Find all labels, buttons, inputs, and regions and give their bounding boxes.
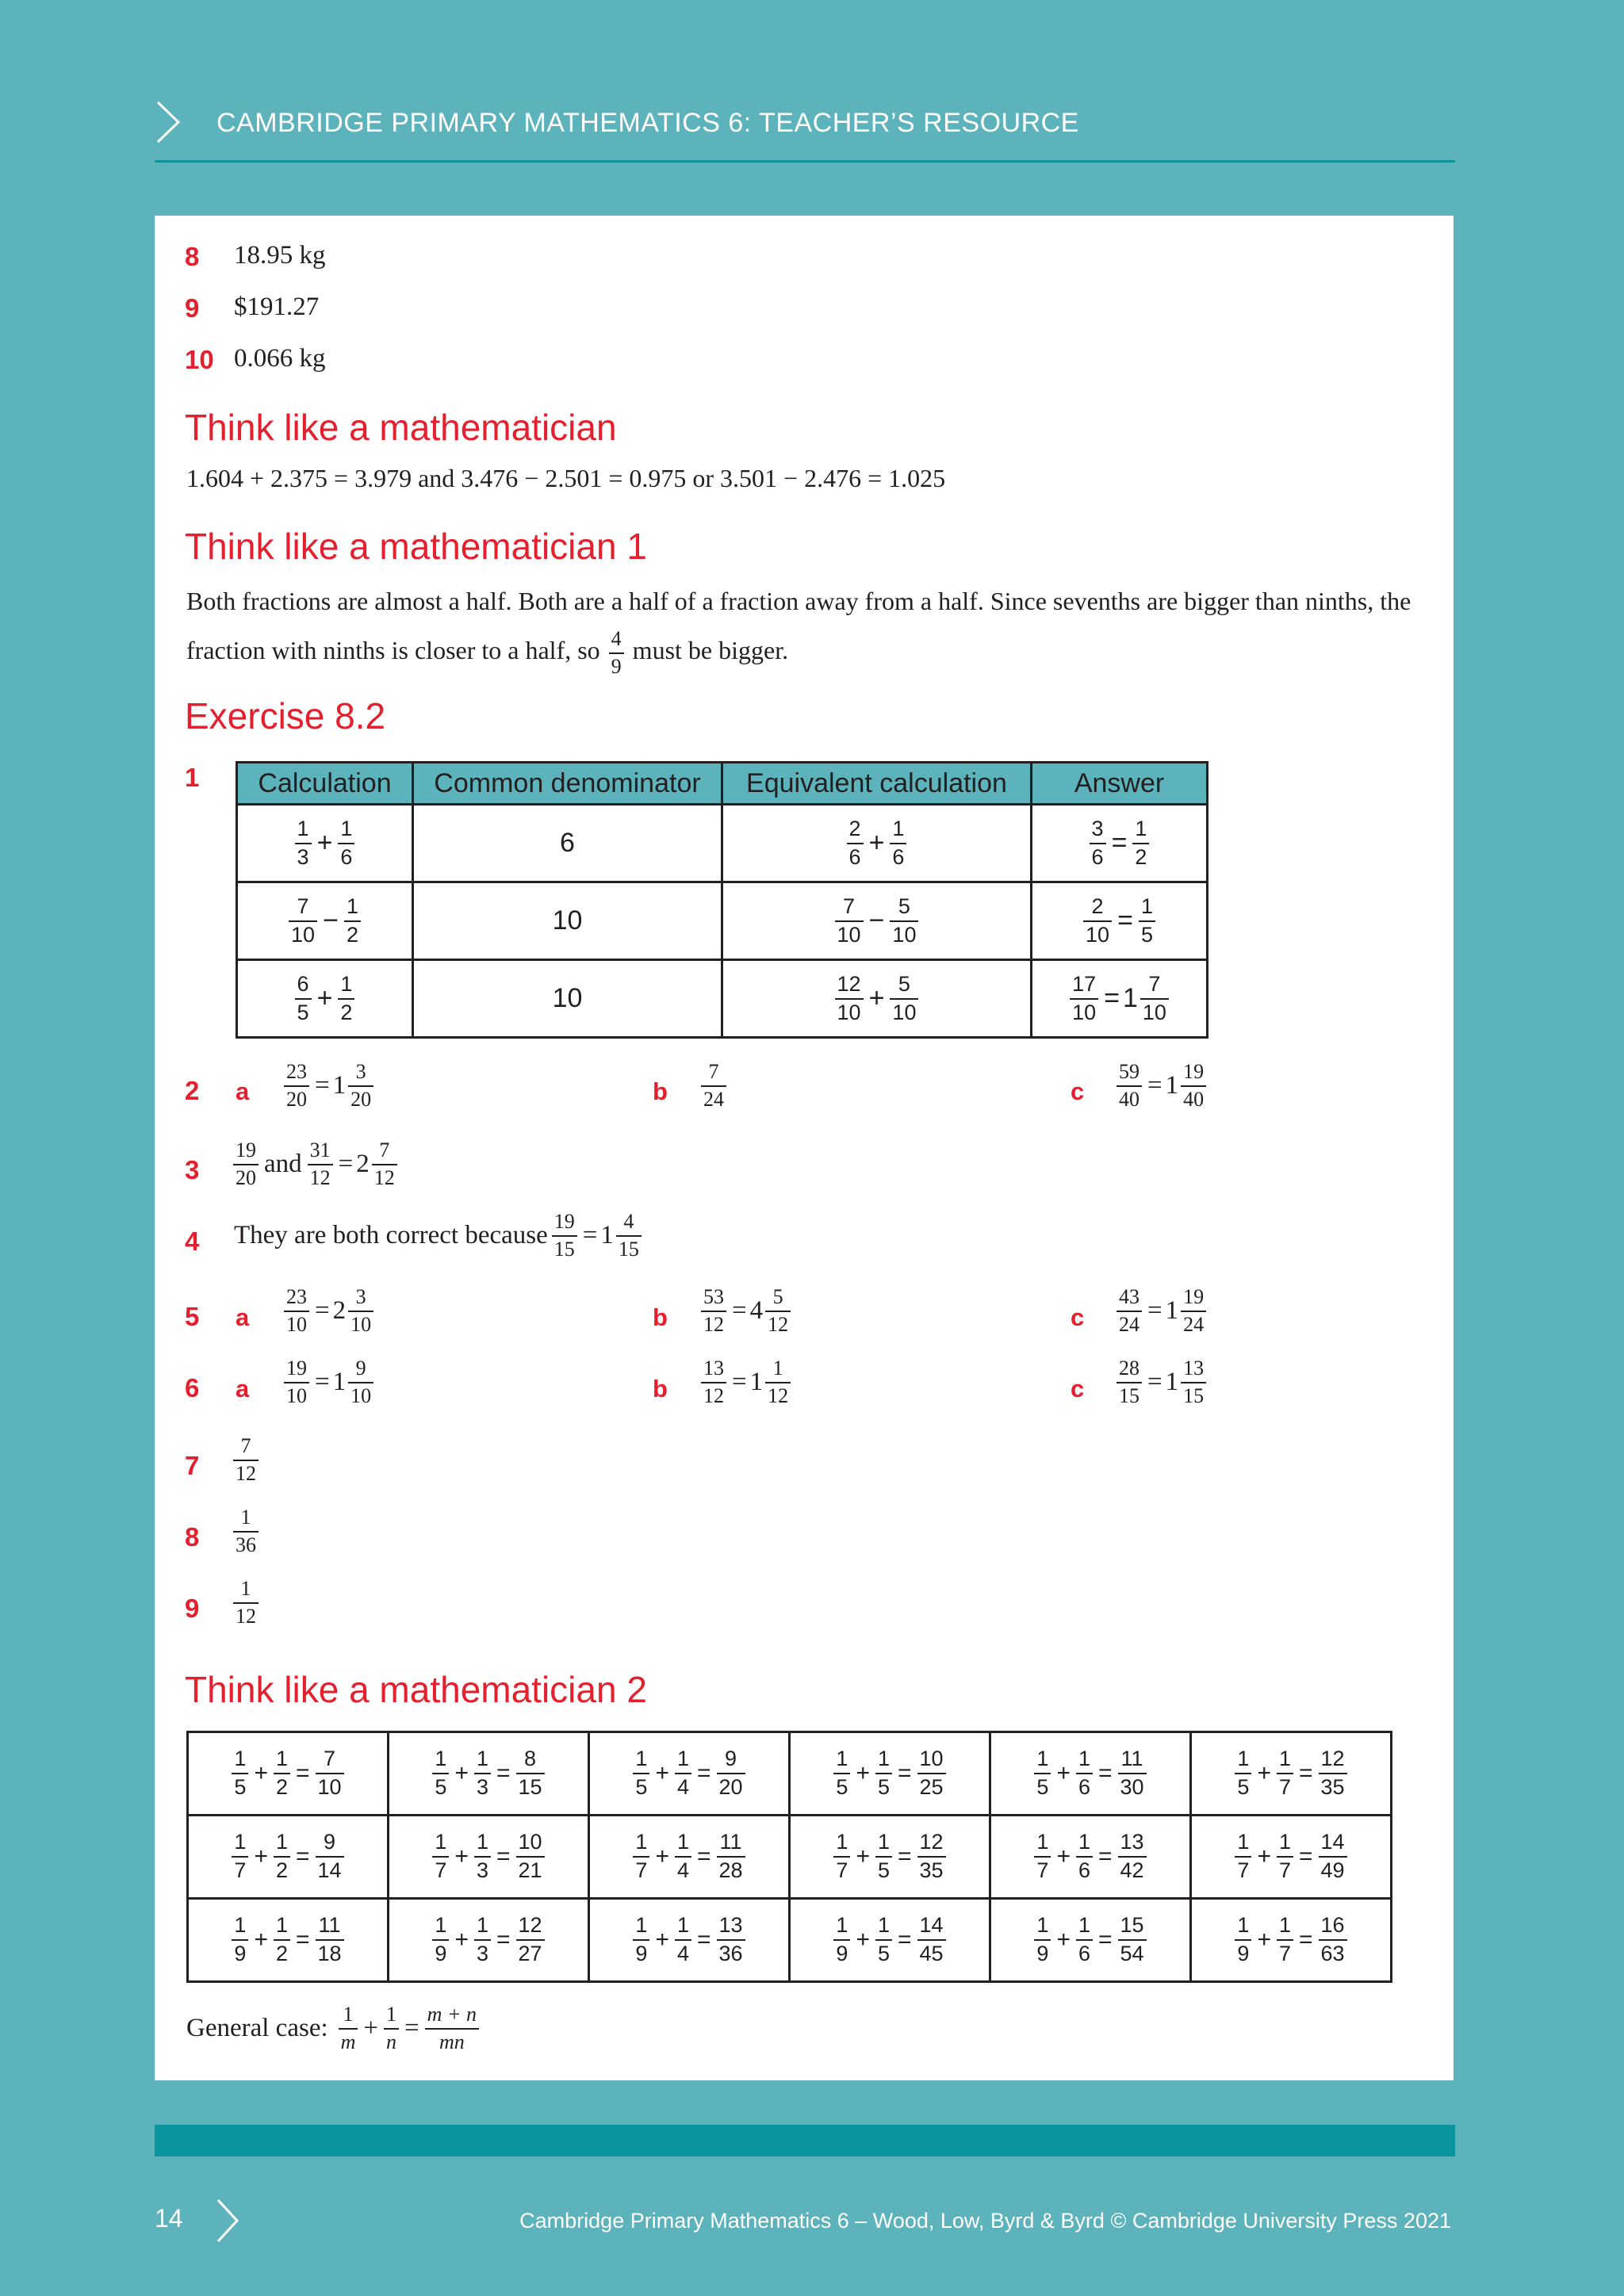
fraction: $\frac{5}{10}$ bbox=[890, 973, 918, 1024]
fraction-sum-cell: $\frac{1}{9}$ + $\frac{1}{7}$ = $\frac{16}{63}$ bbox=[1191, 1899, 1392, 1982]
fraction: $\frac{13}{42}$ bbox=[1118, 1831, 1147, 1882]
part-label: a bbox=[236, 1375, 250, 1402]
fraction-sum-cell: $\frac{1}{9}$ + $\frac{1}{2}$ = $\frac{11}{18}$ bbox=[188, 1899, 389, 1982]
fraction: $\frac{12}{10}$ bbox=[835, 973, 864, 1024]
fraction: $\frac{1}{7}$ bbox=[232, 1831, 248, 1882]
fraction: $\frac{1}{2}$ bbox=[344, 895, 361, 947]
tlm1-text-a: Both fractions are almost a half. Both are a half of a fraction away from a half. Since sevenths are bigger than ninths, the fraction with ninths is closer to a half, so bbox=[186, 587, 1411, 664]
fraction: $\frac{12}{27}$ bbox=[516, 1914, 545, 1965]
fraction: $\frac{1}{5}$ bbox=[432, 1747, 449, 1799]
fraction: $\frac{1}{7}$ bbox=[1235, 1831, 1251, 1882]
fraction: $\frac{1}{2}$ bbox=[274, 1914, 290, 1965]
fraction: $\frac{1}{4}$ bbox=[675, 1914, 691, 1965]
fraction: $\frac{9}{20}$ bbox=[717, 1747, 745, 1799]
fraction: $\frac{1}{2}$ bbox=[274, 1831, 290, 1882]
copyright-text: Cambridge Primary Mathematics 6 – Wood, Low, Byrd & Byrd © Cambridge University Press 2021 bbox=[519, 2209, 1451, 2233]
tlm-answer: 1.604 + 2.375 = 3.979 and 3.476 − 2.501 = 0.975 or 3.501 − 2.476 = 1.025 bbox=[186, 464, 946, 492]
q6b-answer: $\frac{13}{12}$ = 1 $\frac{1}{12}$ bbox=[699, 1357, 793, 1407]
answer-cell: $\frac{2}{10}$ = $\frac{1}{5}$ bbox=[1032, 882, 1208, 960]
fraction: $\frac{17}{10}$ bbox=[1070, 973, 1098, 1024]
part-label: a bbox=[236, 1077, 250, 1105]
q9-answer: $\frac{1}{12}$ bbox=[231, 1578, 261, 1628]
fraction: $\frac{1}{7}$ bbox=[1277, 1747, 1293, 1799]
answer-number: 8 bbox=[185, 242, 200, 271]
fraction: $\frac{1}{2}$ bbox=[1132, 817, 1149, 869]
fraction-sum-cell: $\frac{1}{7}$ + $\frac{1}{5}$ = $\frac{12}{35}$ bbox=[790, 1816, 990, 1899]
fraction: $\frac{1}{9}$ bbox=[432, 1914, 449, 1965]
fraction: $\frac{1}{7}$ bbox=[1277, 1914, 1293, 1965]
section-heading: Think like a mathematician 1 bbox=[185, 526, 647, 567]
fraction: $\frac{1}{2}$ bbox=[338, 973, 354, 1024]
fraction: $\frac{10}{21}$ bbox=[516, 1831, 545, 1882]
fraction: $\frac{1}{9}$ bbox=[633, 1914, 649, 1965]
column-header: Common denominator bbox=[413, 763, 722, 805]
fraction-sum-cell: $\frac{1}{5}$ + $\frac{1}{4}$ = $\frac{9}{20}$ bbox=[589, 1732, 790, 1816]
fraction: $\frac{1}{7}$ bbox=[633, 1831, 649, 1882]
fraction: $\frac{1}{7}$ bbox=[1034, 1831, 1051, 1882]
part-label: c bbox=[1071, 1303, 1085, 1331]
fraction: $\frac{1}{5}$ bbox=[875, 1747, 892, 1799]
fraction: $\frac{1}{6}$ bbox=[1076, 1831, 1093, 1882]
table-row bbox=[188, 1816, 1392, 1899]
fraction: $\frac{1}{6}$ bbox=[338, 817, 354, 869]
fraction-sum-cell: $\frac{1}{7}$ + $\frac{1}{2}$ = $\frac{9}{14}$ bbox=[188, 1816, 389, 1899]
fraction-sum-cell: $\frac{1}{5}$ + $\frac{1}{5}$ = $\frac{10}{25}$ bbox=[790, 1732, 990, 1816]
question-number: 2 bbox=[185, 1076, 200, 1105]
fraction: $\frac{1}{3}$ bbox=[474, 1831, 491, 1882]
fraction: $\frac{1}{9}$ bbox=[232, 1914, 248, 1965]
fraction: $\frac{9}{14}$ bbox=[316, 1831, 344, 1882]
fraction: $\frac{7}{10}$ bbox=[289, 895, 317, 947]
page-number: 14 bbox=[155, 2204, 183, 2233]
fraction: $\frac{1}{5}$ bbox=[875, 1831, 892, 1882]
column-header: Equivalent calculation bbox=[722, 763, 1032, 805]
answer-text: 0.066 kg bbox=[234, 344, 326, 373]
part-label: c bbox=[1071, 1375, 1085, 1402]
fraction-sum-cell: $\frac{1}{7}$ + $\frac{1}{7}$ = $\frac{14}{49}$ bbox=[1191, 1816, 1392, 1899]
part-label: c bbox=[1071, 1077, 1085, 1105]
fraction: $\frac{1}{6}$ bbox=[1076, 1914, 1093, 1965]
part-label: b bbox=[653, 1303, 668, 1331]
equivalent-cell: $\frac{12}{10}$ + $\frac{5}{10}$ bbox=[722, 960, 1032, 1038]
fraction: $\frac{1}{5}$ bbox=[633, 1747, 649, 1799]
q2a-answer: $\frac{23}{20}$ = 1 $\frac{3}{20}$ bbox=[282, 1061, 376, 1111]
fraction-sum-cell: $\frac{1}{9}$ + $\frac{1}{5}$ = $\frac{14}{45}$ bbox=[790, 1899, 990, 1982]
chevron-right-icon bbox=[155, 100, 182, 144]
page-header bbox=[155, 95, 1455, 163]
fraction-calculation-table bbox=[236, 761, 1208, 1039]
question-number: 3 bbox=[185, 1155, 200, 1184]
q2b-answer: $\frac{7}{24}$ bbox=[699, 1061, 729, 1111]
fraction: $\frac{6}{5}$ bbox=[295, 973, 312, 1024]
unit-fraction-sums-table bbox=[186, 1731, 1392, 1983]
fraction: $\frac{1}{9}$ bbox=[1034, 1914, 1051, 1965]
section-heading: Think like a mathematician bbox=[185, 407, 617, 448]
fraction-sum-cell: $\frac{1}{7}$ + $\frac{1}{3}$ = $\frac{10}{21}$ bbox=[389, 1816, 589, 1899]
fraction: $\frac{12}{35}$ bbox=[1319, 1747, 1347, 1799]
fraction: $\frac{11}{18}$ bbox=[316, 1914, 344, 1965]
q5c-answer: $\frac{43}{24}$ = 1 $\frac{19}{24}$ bbox=[1114, 1286, 1208, 1336]
q5a-answer: $\frac{23}{10}$ = 2 $\frac{3}{10}$ bbox=[282, 1286, 376, 1336]
q4-answer: They are both correct because $\frac{19}{15}$ = 1 $\frac{4}{15}$ bbox=[234, 1211, 644, 1261]
fraction: $\frac{7}{10}$ bbox=[316, 1747, 344, 1799]
answer-number: 10 bbox=[185, 345, 214, 374]
question-number: 6 bbox=[185, 1373, 200, 1402]
fraction-sum-cell: $\frac{1}{9}$ + $\frac{1}{3}$ = $\frac{12}{27}$ bbox=[389, 1899, 589, 1982]
part-label: a bbox=[236, 1303, 250, 1331]
fraction-sum-cell: $\frac{1}{5}$ + $\frac{1}{3}$ = $\frac{8}{15}$ bbox=[389, 1732, 589, 1816]
denominator-cell: 10 bbox=[413, 882, 722, 960]
question-number: 9 bbox=[185, 1594, 200, 1623]
column-header: Answer bbox=[1032, 763, 1208, 805]
fraction: $\frac{1}{5}$ bbox=[1139, 895, 1155, 947]
part-label: b bbox=[653, 1077, 668, 1105]
fraction: $\frac{4}{9}$ bbox=[609, 628, 624, 678]
question-number: 8 bbox=[185, 1522, 200, 1552]
fraction: $\frac{1}{6}$ bbox=[890, 817, 906, 869]
fraction: $\frac{2}{6}$ bbox=[847, 817, 864, 869]
fraction: $\frac{1}{3}$ bbox=[474, 1914, 491, 1965]
denominator-cell: 10 bbox=[413, 960, 722, 1038]
tlm1-text-b: must be bigger. bbox=[632, 636, 789, 664]
q7-answer: $\frac{7}{12}$ bbox=[231, 1435, 261, 1485]
section-heading: Exercise 8.2 bbox=[185, 695, 386, 737]
calculation-cell: $\frac{6}{5}$ + $\frac{1}{2}$ bbox=[237, 960, 413, 1038]
fraction-sum-cell: $\frac{1}{5}$ + $\frac{1}{7}$ = $\frac{12}{35}$ bbox=[1191, 1732, 1392, 1816]
fraction: $\frac{10}{25}$ bbox=[917, 1747, 946, 1799]
chevron-right-icon bbox=[216, 2198, 239, 2244]
fraction: $\frac{5}{10}$ bbox=[890, 895, 918, 947]
q8-answer: $\frac{1}{36}$ bbox=[231, 1506, 261, 1556]
question-number: 4 bbox=[185, 1226, 200, 1256]
q2c-answer: $\frac{59}{40}$ = 1 $\frac{19}{40}$ bbox=[1114, 1061, 1208, 1111]
fraction: $\frac{7}{10}$ bbox=[835, 895, 864, 947]
fraction: $\frac{15}{54}$ bbox=[1118, 1914, 1147, 1965]
fraction: $\frac{8}{15}$ bbox=[516, 1747, 545, 1799]
equivalent-cell: $\frac{2}{6}$ + $\frac{1}{6}$ bbox=[722, 805, 1032, 882]
fraction-sum-cell: $\frac{1}{7}$ + $\frac{1}{6}$ = $\frac{13}{42}$ bbox=[990, 1816, 1191, 1899]
answer-cell: $\frac{17}{10}$ = 1 $\frac{7}{10}$ bbox=[1032, 960, 1208, 1038]
q3-answer: $\frac{19}{20}$ and $\frac{31}{12}$ = 2 $\frac{7}{12}$ bbox=[231, 1139, 400, 1189]
tlm1-paragraph bbox=[186, 576, 1423, 678]
question-number: 7 bbox=[185, 1451, 200, 1480]
equivalent-cell: $\frac{7}{10}$ − $\frac{5}{10}$ bbox=[722, 882, 1032, 960]
answer-text: 18.95 kg bbox=[234, 241, 326, 270]
fraction: $\frac{1}{5}$ bbox=[875, 1914, 892, 1965]
part-label: b bbox=[653, 1375, 668, 1402]
fraction-sum-cell: $\frac{1}{9}$ + $\frac{1}{4}$ = $\frac{13}{36}$ bbox=[589, 1899, 790, 1982]
fraction-sum-cell: $\frac{1}{9}$ + $\frac{1}{6}$ = $\frac{15}{54}$ bbox=[990, 1899, 1191, 1982]
column-header: Calculation bbox=[237, 763, 413, 805]
q6c-answer: $\frac{28}{15}$ = 1 $\frac{13}{15}$ bbox=[1114, 1357, 1208, 1407]
table-row bbox=[188, 1899, 1392, 1982]
section-heading: Think like a mathematician 2 bbox=[185, 1669, 647, 1710]
table-row bbox=[237, 882, 1208, 960]
book-title: CAMBRIDGE PRIMARY MATHEMATICS 6: TEACHER’S RESOURCE bbox=[216, 108, 1079, 138]
fraction: $\frac{1}{4}$ bbox=[675, 1747, 691, 1799]
fraction-sum-cell: $\frac{1}{7}$ + $\frac{1}{4}$ = $\frac{11}{28}$ bbox=[589, 1816, 790, 1899]
general-case: General case: $\frac{1}{m}$ + $\frac{1}{n}$ = $\frac{m + n}{mn}$ bbox=[186, 2003, 481, 2053]
fraction: $\frac{16}{63}$ bbox=[1319, 1914, 1347, 1965]
fraction: $\frac{1}{5}$ bbox=[1235, 1747, 1251, 1799]
fraction: $\frac{1}{7}$ bbox=[833, 1831, 850, 1882]
calculation-cell: $\frac{1}{3}$ + $\frac{1}{6}$ bbox=[237, 805, 413, 882]
fraction: $\frac{1}{3}$ bbox=[474, 1747, 491, 1799]
fraction: $\frac{13}{36}$ bbox=[717, 1914, 745, 1965]
fraction: $\frac{11}{30}$ bbox=[1118, 1747, 1147, 1799]
q5b-answer: $\frac{53}{12}$ = 4 $\frac{5}{12}$ bbox=[699, 1286, 793, 1336]
fraction: $\frac{1}{5}$ bbox=[232, 1747, 248, 1799]
answer-cell: $\frac{3}{6}$ = $\frac{1}{2}$ bbox=[1032, 805, 1208, 882]
fraction-sum-cell: $\frac{1}{5}$ + $\frac{1}{2}$ = $\frac{7}{10}$ bbox=[188, 1732, 389, 1816]
fraction: $\frac{1}{9}$ bbox=[1235, 1914, 1251, 1965]
fraction: $\frac{1}{9}$ bbox=[833, 1914, 850, 1965]
denominator-cell: 6 bbox=[413, 805, 722, 882]
fraction: $\frac{1}{7}$ bbox=[1277, 1831, 1293, 1882]
table-row bbox=[237, 805, 1208, 882]
answer-text: $191.27 bbox=[234, 293, 320, 321]
fraction: $\frac{14}{49}$ bbox=[1319, 1831, 1347, 1882]
fraction-sum-cell: $\frac{1}{5}$ + $\frac{1}{6}$ = $\frac{11}{30}$ bbox=[990, 1732, 1191, 1816]
q6a-answer: $\frac{19}{10}$ = 1 $\frac{9}{10}$ bbox=[282, 1357, 376, 1407]
fraction: $\frac{12}{35}$ bbox=[917, 1831, 946, 1882]
fraction: $\frac{2}{10}$ bbox=[1083, 895, 1112, 947]
fraction: $\frac{1}{7}$ bbox=[432, 1831, 449, 1882]
fraction: $\frac{11}{28}$ bbox=[717, 1831, 745, 1882]
fraction: $\frac{1}{6}$ bbox=[1076, 1747, 1093, 1799]
fraction: $\frac{1}{4}$ bbox=[675, 1831, 691, 1882]
fraction: $\frac{1}{2}$ bbox=[274, 1747, 290, 1799]
fraction: $\frac{3}{6}$ bbox=[1090, 817, 1106, 869]
calculation-cell: $\frac{7}{10}$ − $\frac{1}{2}$ bbox=[237, 882, 413, 960]
fraction: $\frac{1}{3}$ bbox=[295, 817, 312, 869]
question-number: 1 bbox=[185, 763, 200, 792]
table-row bbox=[188, 1732, 1392, 1816]
fraction: $\frac{1}{5}$ bbox=[833, 1747, 850, 1799]
footer-band bbox=[155, 2125, 1455, 2156]
question-number: 5 bbox=[185, 1302, 200, 1331]
fraction: $\frac{7}{10}$ bbox=[1140, 973, 1169, 1024]
fraction: $\frac{14}{45}$ bbox=[917, 1914, 946, 1965]
table-row bbox=[237, 960, 1208, 1038]
answer-number: 9 bbox=[185, 293, 200, 323]
fraction: $\frac{1}{5}$ bbox=[1034, 1747, 1051, 1799]
